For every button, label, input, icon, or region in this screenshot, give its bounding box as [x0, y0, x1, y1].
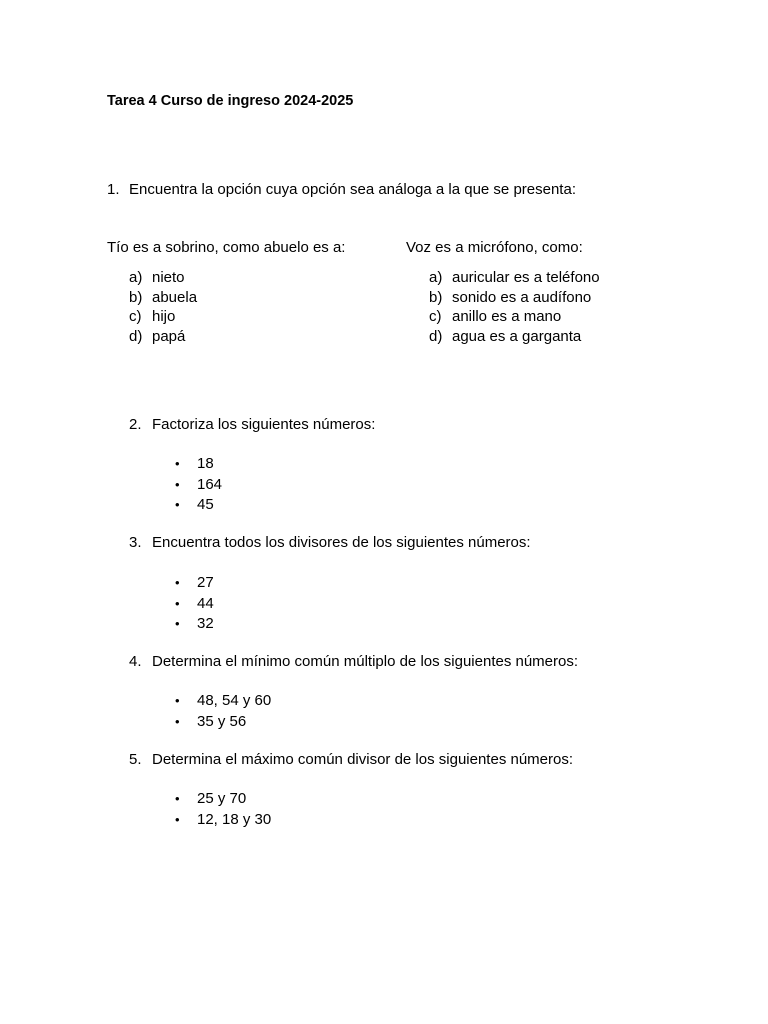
- list-item: [175, 454, 222, 475]
- list-item-text: 12, 18 y 30: [197, 810, 272, 828]
- bullet-icon: •: [175, 693, 180, 708]
- option-letter: c): [129, 308, 142, 325]
- question-4-number: 4.: [129, 653, 142, 670]
- option-text: papá: [152, 327, 186, 345]
- q1-left-options: [129, 268, 197, 346]
- option-letter: d): [429, 327, 443, 345]
- list-item-text: 35 y 56: [197, 712, 247, 730]
- list-item-text: 25 y 70: [197, 790, 247, 807]
- bullet-icon: •: [175, 811, 180, 827]
- option-letter: a): [429, 269, 443, 286]
- question-4: [129, 652, 578, 672]
- option-letter: b): [429, 288, 443, 306]
- list-item-text: 164: [197, 475, 223, 493]
- option-letter: c): [429, 308, 442, 325]
- list-item-text: 32: [197, 615, 214, 632]
- question-2-list: [175, 454, 222, 516]
- option-item: [429, 307, 600, 327]
- option-item: [129, 268, 197, 288]
- option-text: sonido es a audífono: [452, 288, 592, 306]
- option-text: nieto: [152, 269, 185, 286]
- question-3-text: Encuentra todos los divisores de los siguientes números:: [152, 534, 531, 551]
- bullet-icon: •: [175, 616, 180, 631]
- bullet-icon: •: [175, 497, 180, 512]
- option-item: [429, 327, 600, 347]
- option-item: [429, 288, 600, 308]
- list-item: [175, 614, 214, 635]
- question-5-list: [175, 789, 271, 830]
- question-3-list: [175, 573, 214, 635]
- list-item: [175, 712, 271, 733]
- option-item: [429, 268, 600, 288]
- question-1-text: Encuentra la opción cuya opción sea análoga a la que se presenta:: [129, 181, 576, 198]
- document-title: Tarea 4 Curso de ingreso 2024-2025: [107, 93, 354, 109]
- bullet-icon: •: [175, 713, 180, 729]
- question-2-number: 2.: [129, 416, 142, 433]
- question-1: [107, 180, 576, 200]
- option-item: [129, 327, 197, 347]
- list-item: [175, 789, 271, 810]
- question-5-number: 5.: [129, 751, 142, 768]
- list-item: [175, 691, 271, 712]
- bullet-icon: •: [175, 595, 180, 611]
- list-item-text: 44: [197, 594, 214, 612]
- list-item-text: 48, 54 y 60: [197, 692, 272, 709]
- option-item: [129, 307, 197, 327]
- bullet-icon: •: [175, 791, 180, 806]
- list-item-text: 45: [197, 496, 214, 513]
- question-3-number: 3.: [129, 534, 142, 551]
- q1-right-prompt: Voz es a micrófono, como:: [406, 239, 583, 256]
- list-item: [175, 573, 214, 594]
- question-2: [129, 415, 375, 435]
- list-item: [175, 594, 214, 615]
- bullet-icon: •: [175, 456, 180, 471]
- list-item-text: 18: [197, 455, 214, 472]
- q1-left-prompt: Tío es a sobrino, como abuelo es a:: [107, 239, 346, 256]
- question-4-text: Determina el mínimo común múltiplo de los siguientes números:: [152, 653, 579, 670]
- list-item: [175, 475, 222, 496]
- option-text: auricular es a teléfono: [452, 269, 600, 286]
- question-5-text: Determina el máximo común divisor de los siguientes números:: [152, 751, 574, 768]
- option-text: abuela: [152, 288, 198, 306]
- list-item: [175, 495, 222, 516]
- question-1-number: 1.: [107, 181, 120, 198]
- bullet-icon: •: [175, 476, 180, 492]
- question-4-list: [175, 691, 271, 732]
- question-2-text: Factoriza los siguientes números:: [152, 416, 376, 433]
- question-3: [129, 533, 531, 553]
- option-text: agua es a garganta: [452, 327, 582, 345]
- option-text: hijo: [152, 308, 176, 325]
- list-item: [175, 810, 271, 831]
- option-letter: b): [129, 288, 143, 306]
- option-letter: a): [129, 269, 143, 286]
- bullet-icon: •: [175, 575, 180, 590]
- option-item: [129, 288, 197, 308]
- q1-right-options: [429, 268, 600, 346]
- option-text: anillo es a mano: [452, 308, 562, 325]
- list-item-text: 27: [197, 574, 214, 591]
- question-5: [129, 750, 573, 770]
- option-letter: d): [129, 327, 143, 345]
